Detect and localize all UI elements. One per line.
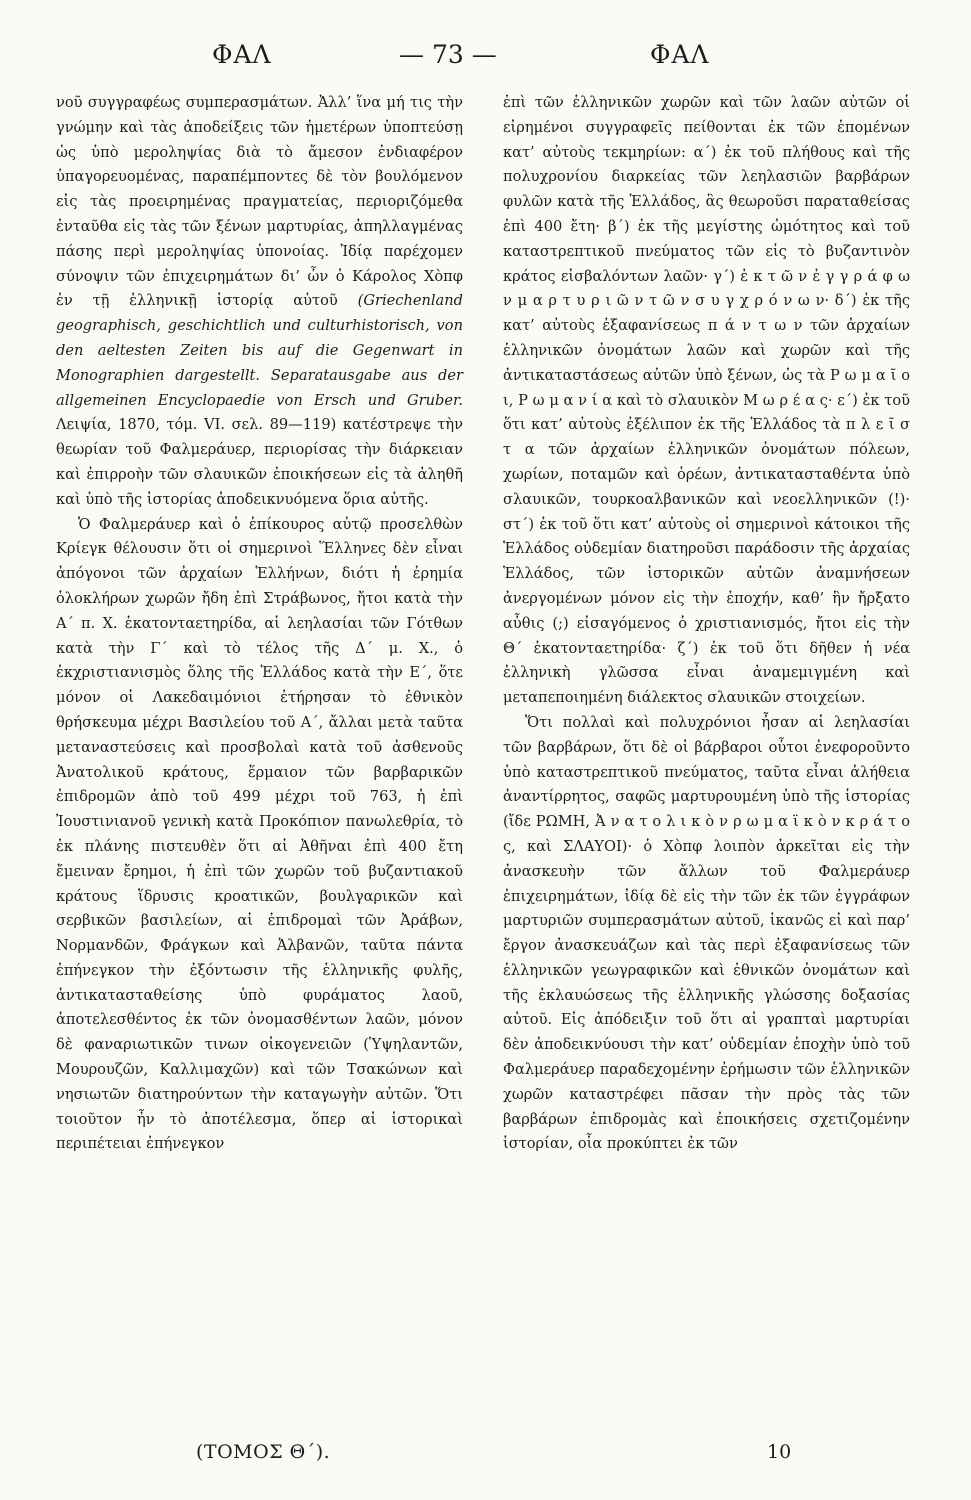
header-right-guide-word: ΦΑΛ — [650, 40, 710, 69]
signature-mark: 10 — [767, 1441, 792, 1463]
volume-label: (ΤΟΜΟΣ Θ΄). — [196, 1441, 331, 1463]
left-column — [56, 91, 463, 1157]
page-header — [60, 40, 931, 80]
left-paragraph-1-text-a: νοῦ συγγραφέως συμπερασμάτων. Ἀλλ’ ἵνα μή τις τὴν γνώμην καὶ τὰς ἀποδείξεις τῶν ἡμετέρων ὑποπτεύσῃ ὡς ὑπὸ μεροληψίας διὰ τὸ ἄμεσον ἐνδιαφέρον ὑπαγορευομένας, παραπέμποντες δὲ τὸν βουλόμενον εἰς τὰς προειρημένας πραγματείας, περιοριζόμεθα ἐνταῦθα εἰς τὰς τῶν ξένων μαρτυρίας, ἀπηλλαγμένας πάσης περὶ μεροληψίας ὑπονοίας. Ἰδίᾳ παρέχομεν σύνοψιν τῶν ἐπιχειρημάτων δι’ ὧν ὁ Κάρολος Χὸπφ ἐν τῇ ἑλληνικῇ ἱστορίᾳ αὐτοῦ — [56, 94, 463, 310]
left-paragraph-1 — [56, 91, 463, 513]
right-paragraph-1: ἐπὶ τῶν ἑλληνικῶν χωρῶν καὶ τῶν λαῶν αὐτῶν οἱ εἰρημένοι συγγραφεῖς πείθονται ἐκ τῶν ἑπομένων κατ’ αὐτοὺς τεκμηρίων: α΄) ἐκ τοῦ πλήθους καὶ τῆς πολυχρονίου διαρκείας τῶν λεηλασιῶν βαρβάρων φυλῶν κατὰ τῆς Ἑλλάδος, ἃς θεωροῦσι παραταθείσας ἐπὶ 400 ἔτη· β΄) ἐκ τῆς μεγίστης ὠμότητος καὶ τοῦ καταστρεπτικοῦ πνεύματος τῶν εἰς τὸ βυζαντινὸν κράτος εἰσβαλόντων λαῶν· γ΄) ἐ κ τ ῶ ν ἐ γ γ ρ ά φ ω ν μ α ρ τ υ ρ ι ῶ ν τ ῶ ν σ υ γ χ ρ ό ν ω ν· δ΄) ἐκ τῆς κατ’ αὐτοὺς ἐξαφανίσεως π ά ν τ ω ν τῶν ἀρχαίων ἑλληνικῶν ὀνομάτων λαῶν καὶ χωρῶν καὶ τῆς ἀντικαταστάσεως αὐτῶν ὑπὸ ξένων, ὡς τὰ Ρ ω μ α ῖ ο ι, Ρ ω μ α ν ί α καὶ τὸ σλαυικὸν Μ ω ρ έ α ς· ε΄) ἐκ τοῦ ὅτι κατ’ αὐτοὺς ἐξέλιπον ἐκ τῆς Ἑλλάδος τὰ π λ ε ῖ σ τ α τῶν ἀρχαίων ἑλληνικῶν ὀνομάτων πόλεων, χωρίων, ποταμῶν καὶ ὀρέων, ἀντικατασταθέντα ὑπὸ σλαυικῶν, τουρκοαλβανικῶν καὶ νεοελληνικῶν (!)· στ΄) ἐκ τοῦ ὅτι κατ’ αὐτοὺς οἱ σημερινοὶ κάτοικοι τῆς Ἑλλάδος οὐδεμίαν διατηροῦσι παράδοσιν τῆς ἀρχαίας Ἑλλάδος, τῶν ἱστορικῶν αὐτῶν ἀναμνήσεων ἀνεργομένων μόνον εἰς τὴν ἐποχήν, καθ’ ἣν ἤρξατο αὖθις (;) εἰσαγόμενος ὁ χριστιανισμός, ἤτοι εἰς τὴν Θ΄ ἑκατονταετηρίδα· ζ΄) ἐκ τοῦ ὅτι δῆθεν ἡ νέα ἑλληνικὴ γλῶσσα εἶναι ἀναμεμιγμένη καὶ μεταπεποιημένη διάλεκτος σλαυικῶν στοιχείων. — [503, 94, 910, 707]
right-column — [503, 91, 910, 1157]
left-paragraph-1-text-b: Λειψία, 1870, τόμ. VI. σελ. 89—119) κατέστρεψε τὴν θεωρίαν τοῦ Φαλμεράυερ, περιορίσας τὴν διάρκειαν καὶ ἐπιρροὴν τῶν σλαυικῶν ἐποικήσεων εἰς τὰ ἀληθῆ καὶ ὑπὸ τῆς ἱστορίας ἀποδεικνυόμενα ὅρια αὐτῆς. — [56, 416, 463, 508]
right-paragraph-2: Ὅτι πολλαὶ καὶ πολυχρόνιοι ἦσαν αἱ λεηλασίαι τῶν βαρβάρων, ὅτι δὲ οἱ βάρβαροι οὗτοι ἐνεφοροῦντο ὑπὸ καταστρεπτικοῦ πνεύματος, ταῦτα εἶναι ἀλήθεια ἀναντίρρητος, σαφῶς μαρτυρουμένη ὑπὸ τῆς ἱστορίας (ἴδε ΡΩΜΗ, Ἀ ν α τ ο λ ι κ ὸ ν ρ ω μ α ϊ κ ὸ ν κ ρ ά τ ο ς, καὶ ΣΛΑΥΟΙ)· ὁ Χὸπφ λοιπὸν ἀρκεῖται εἰς τὴν ἀνασκευὴν τῶν ἄλλων τοῦ Φαλμεράυερ ἐπιχειρημάτων, ἰδίᾳ δὲ εἰς τὴν τῶν ἐκ τῶν ἐγγράφων μαρτυριῶν συμπερασμάτων αὐτοῦ, ἱκανῶς εἰ καὶ παρ’ ἔργον ἀνασκευάζων καὶ τὰς περὶ ἐξαφανίσεως τῶν ἑλληνικῶν γεωγραφικῶν καὶ ἐθνικῶν ὀνομάτων καὶ τῆς ἐκλαυώσεως τῆς ἑλληνικῆς γλώσσης δοξασίας αὐτοῦ. Εἰς ἀπόδειξιν τοῦ ὅτι αἱ γραπταὶ μαρτυρίαι δὲν ἀποδεικνύουσι τὴν κατ’ οὐδεμίαν ἐποχὴν ὑπὸ τοῦ Φαλμεράυερ παραδεχομένην ἐρήμωσιν τῶν ἑλληνικῶν χωρῶν καταστρέφει πᾶσαν τὴν πρὸς τὰς τῶν βαρβάρων ἐπιδρομὰς καὶ ἐποικήσεις σχετιζομένην ἱστορίαν, οἷα προκύπτει ἐκ τῶν — [503, 713, 910, 1153]
left-paragraph-2: Ὁ Φαλμεράυερ καὶ ὁ ἐπίκουρος αὐτῷ προσελθὼν Κρίεγκ θέλουσιν ὅτι οἱ σημερινοὶ Ἕλληνες δὲν εἶναι ἀπόγονοι τῶν ἀρχαίων Ἑλλήνων, διότι ἡ ἐρημία ὁλοκλήρων χωρῶν ἤδη ἐπὶ Στράβωνος, ἤτοι κατὰ τὴν Α΄ π. Χ. ἑκατονταετηρίδα, αἱ λεηλασίαι τῶν Γότθων κατὰ τὴν Γ΄ καὶ τὸ τέλος τῆς Δ΄ μ. Χ., ὁ ἐκχριστιανισμὸς ὅλης τῆς Ἑλλάδος κατὰ τὴν Ε΄, ὅτε μόνον οἱ Λακεδαιμόνιοι ἐτήρησαν τὸ ἐθνικὸν θρήσκευμα μέχρι Βασιλείου τοῦ Α΄, ἄλλαι μετὰ ταῦτα μεταναστεύσεις καὶ προσβολαὶ κατὰ τοῦ ἀσθενοῦς Ἀνατολικοῦ κράτους, ἕρμαιον τῶν βαρβαρικῶν ἐπιδρομῶν ἀπὸ τοῦ 499 μέχρι τοῦ 763, ἡ ἐπὶ Ἰουστινιανοῦ γενικὴ κατὰ Προκόπιον πανωλεθρία, τὸ ἐκ πλάνης πιστευθὲν ὅτι αἱ Ἀθῆναι ἐπὶ 400 ἔτη ἔμειναν ἔρημοι, ἡ ἐπὶ τῶν χωρῶν τοῦ βυζαντιακοῦ κράτους ἵδρυσις κροατικῶν, βουλγαρικῶν καὶ σερβικῶν βασιλείων, αἱ ἐπιδρομαὶ τῶν Ἀράβων, Νορμανδῶν, Φράγκων καὶ Ἀλβανῶν, ταῦτα πάντα ἐπήνεγκον τὴν ἐξόντωσιν τῆς ἑλληνικῆς φυλῆς, ἀντικατασταθείσης ὑπὸ φυράματος λαοῦ, ἀποτελεσθέντος ἐκ τῶν ὀνομασθέντων λαῶν, μόνον δὲ φαναριωτικῶν τινων οἰκογενειῶν (Ὑψηλαντῶν, Μουρουζῶν, Καλλιμαχῶν) καὶ τῶν Τσακώνων καὶ νησιωτῶν διατηρούντων τὴν καταγωγὴν αὐτῶν. Ὅτι τοιοῦτον ἦν τὸ ἀποτέλεσμα, ὅπερ αἱ ἱστορικαὶ περιπέτειαι ἐπήνεγκον — [56, 515, 463, 1153]
page-number: — 73 — — [399, 40, 497, 69]
left-paragraph-1-latin-title: (Griechenland geographisch, geschichtlich und culturhistorisch, von den aeltesten Zeiten bis auf die Gegenwart in Monographien dargestellt. Separatausgabe aus der allgemeinen Encyclopaedie von Ersch und Gruber. — [56, 292, 463, 409]
header-left-guide-word: ΦΑΛ — [212, 40, 272, 69]
